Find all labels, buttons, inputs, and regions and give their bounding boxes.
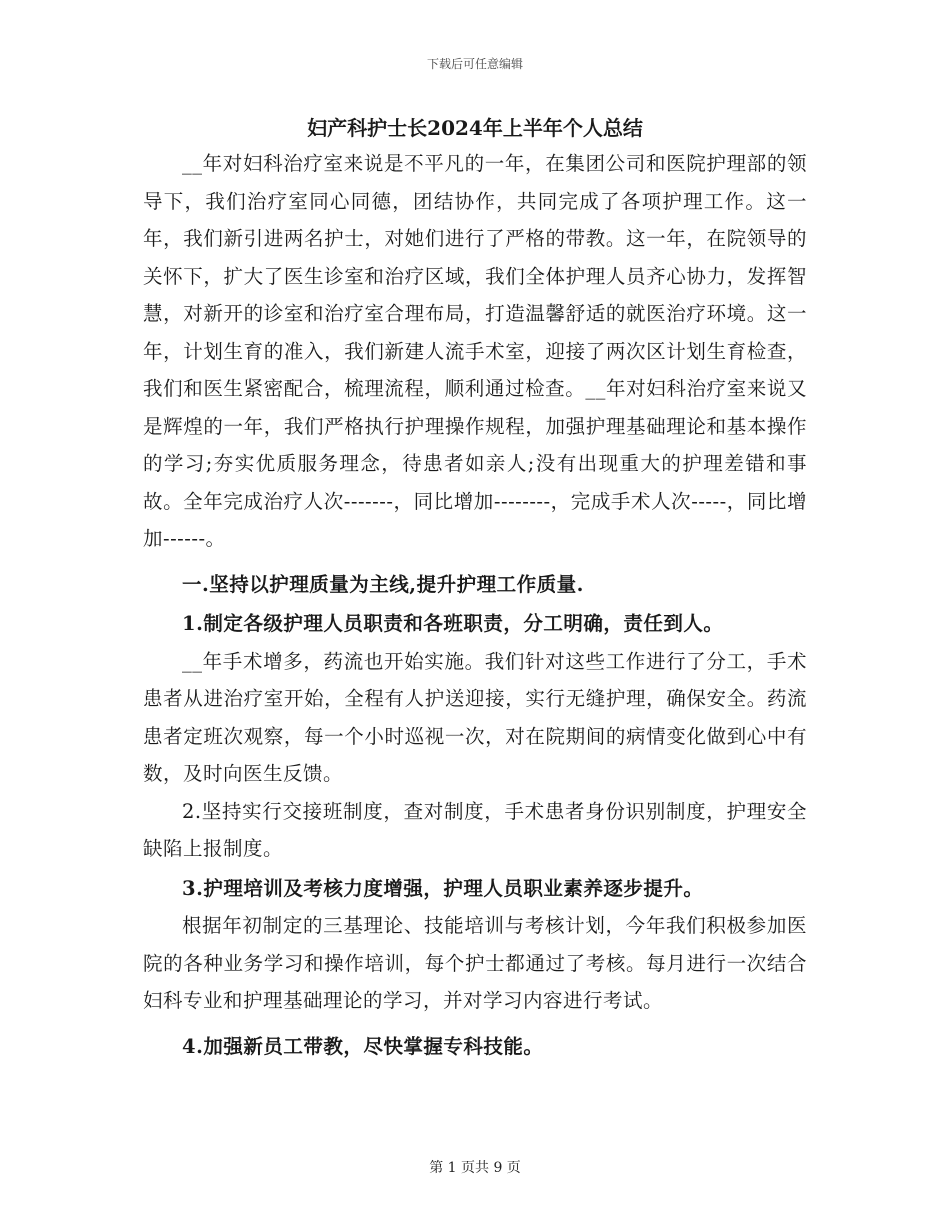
section-heading-1: 一.坚持以护理质量为主线,提升护理工作质量.	[182, 572, 584, 596]
body-paragraph-3: 根据年初制定的三基理论、技能培训与考核计划，今年我们积极参加医院的各种业务学习和操作培训，每个护士都通过了考核。每月进行一次结合妇科专业和护理基础理论的学习，并对学习内容进行考试。	[143, 914, 807, 1012]
subheading-3: 3.护理培训及考核力度增强，护理人员职业素养逐步提升。	[182, 876, 704, 900]
document-body	[143, 145, 807, 1065]
intro-paragraph: __年对妇科治疗室来说是不平凡的一年，在集团公司和医院护理部的领导下，我们治疗室同心同德，团结协作，共同完成了各项护理工作。这一年，我们新引进两名护士，对她们进行了严格的带教。这一年，在院领导的关怀下，扩大了医生诊室和治疗区域，我们全体护理人员齐心协力，发挥智慧，对新开的诊室和治疗室合理布局，打造温馨舒适的就医治疗环境。这一年，计划生育的准入，我们新建人流手术室，迎接了两次区计划生育检查，我们和医生紧密配合，梳理流程，顺利通过检查。__年对妇科治疗室来说又是辉煌的一年，我们严格执行护理操作规程，加强护理基础理论和基本操作的学习;夯实优质服务理念，待患者如亲人;没有出现重大的护理差错和事故。全年完成治疗人次-------，同比增加--------，完成手术人次-----，同比增加------。	[143, 152, 807, 550]
document-title: 妇产科护士长2024年上半年个人总结	[307, 116, 643, 140]
subheading-4: 4.加强新员工带教，尽快掌握专科技能。	[182, 1034, 544, 1058]
body-paragraph-2: 2.坚持实行交接班制度，查对制度，手术患者身份识别制度，护理安全缺陷上报制度。	[143, 799, 807, 860]
page-header: 下载后可任意编辑	[426, 57, 523, 71]
body-paragraph-1: __年手术增多，药流也开始实施。我们针对这些工作进行了分工，手术患者从进治疗室开始，全程有人护送迎接，实行无缝护理，确保安全。药流患者定班次观察，每一个小时巡视一次，对在院期间的病情变化做到心中有数，及时向医生反馈。	[143, 649, 807, 785]
page-footer: 第 1 页共 9 页	[429, 1160, 521, 1176]
subheading-1: 1.制定各级护理人员职责和各班职责，分工明确，责任到人。	[182, 612, 724, 635]
